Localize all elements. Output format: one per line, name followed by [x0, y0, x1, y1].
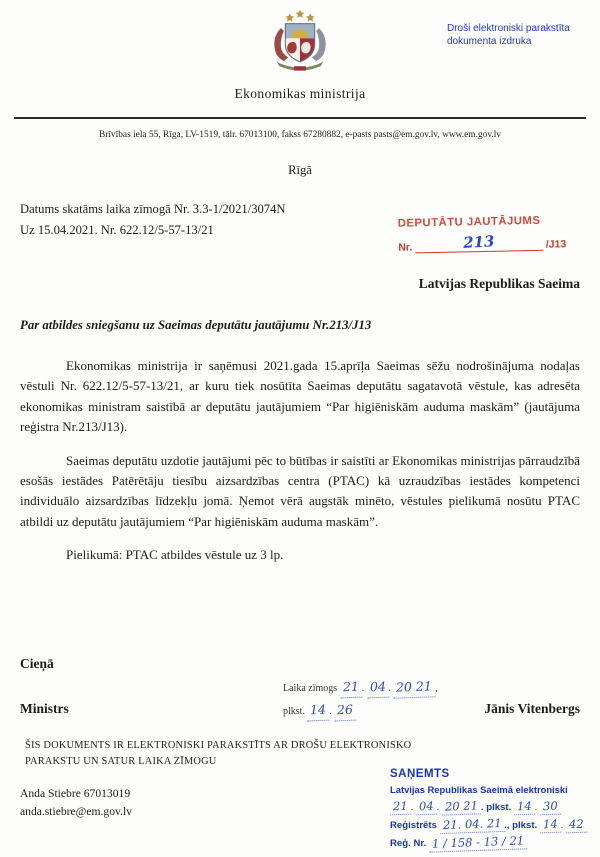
- time-stamp-label: Laika zīmogs: [283, 683, 338, 694]
- dot-separator: .: [329, 706, 332, 717]
- esignature-statement-line2: PARAKSTU UN SATUR LAIKA ZĪMOGU: [25, 756, 217, 767]
- dot-separator: .: [388, 683, 391, 694]
- handwritten-hour: 14: [307, 699, 330, 722]
- received-year: 20 21: [442, 797, 482, 815]
- received-stamp: [390, 766, 595, 852]
- body-paragraph-2: Saeimas deputātu uzdotie jautājumi pēc to būtības ir saistīti ar Ekonomikas ministrijas pārraudzībā esošās iestādes Patērētāju tiesību aizsardzības centra (PTAC) kā uzraudzības iestādes kompetenci individuālo aizsardzības līdzekļu jomā. Ņemot vērā augstāk minēto, vēstules pielikumā nosūtu PTAC atbildi uz deputātu jautājumiem “Par higiēniskām auduma maskām”.: [20, 452, 580, 529]
- header-divider: [14, 117, 586, 119]
- received-hour: 14: [514, 798, 535, 816]
- stamp-nr-suffix: /J13: [545, 238, 567, 251]
- esignature-statement: [25, 738, 411, 770]
- handwritten-question-number: 213: [462, 232, 496, 252]
- coat-of-arms-icon: [256, 6, 344, 83]
- deputy-question-stamp-title: DEPUTĀTU JAUTĀJUMS: [397, 214, 541, 230]
- contact-email: anda.stiebre@em.gov.lv: [20, 805, 132, 818]
- esignature-statement-line1: ŠIS DOKUMENTS IR ELEKTRONISKI PARAKSTĪTS AR DROŠU ELEKTRONISKO: [25, 740, 412, 751]
- registered-plkst-label: ., plkst.: [504, 820, 538, 831]
- ministry-contact-line: Brīvības iela 55, Rīga, LV-1519, tālr. 67013100, fakss 67280882, e-pasts pasts@em.gov.lv, www.em.gov.lv: [98, 130, 502, 140]
- closing-word: Cieņā: [20, 656, 54, 671]
- plkst-label: plkst.: [283, 706, 305, 717]
- dot-separator: .: [361, 683, 365, 694]
- ministry-name: Ekonomikas ministrija: [234, 86, 366, 101]
- dot-separator: .: [436, 802, 440, 813]
- registered-minute: 42: [566, 816, 587, 834]
- signer-title: Ministrs: [20, 701, 69, 716]
- contact-person-block: [20, 785, 132, 821]
- received-minute: 30: [540, 798, 561, 816]
- signer-name: Jānis Vitenbergs: [484, 701, 580, 716]
- city-line: Rīgā: [288, 163, 312, 177]
- received-stamp-title: SAŅEMTS: [390, 768, 450, 780]
- received-month: 04: [416, 798, 437, 816]
- subject-line: Par atbildes sniegšanu uz Saeimas deputātu jautājumu Nr.213/J13: [20, 318, 372, 332]
- comma-separator: ,: [435, 683, 438, 694]
- time-stamp-time-line: [283, 699, 438, 722]
- stamp-nr-blank: [415, 232, 543, 254]
- attachment-line: Pielikumā: PTAC atbildes vēstule uz 3 lp.: [66, 547, 284, 563]
- handwritten-month: 04: [366, 676, 389, 699]
- date-line: Datums skatāms laika zīmogā Nr. 3.3-1/2021/3074N: [20, 202, 286, 216]
- received-day: 21: [390, 798, 411, 816]
- registration-number-line: [390, 834, 595, 852]
- received-date-line: [390, 798, 595, 816]
- contact-name-phone: Anda Stiebre 67013019: [20, 787, 131, 800]
- electronic-print-note: [447, 22, 597, 48]
- dot-separator: .: [410, 802, 414, 813]
- reply-reference-line: Uz 15.04.2021. Nr. 622.12/5-57-13/21: [20, 223, 214, 237]
- registered-label: Reģistrēts: [390, 820, 437, 831]
- registered-hour: 14: [540, 816, 561, 834]
- registered-line: [390, 816, 595, 834]
- handwritten-day: 21: [339, 676, 362, 699]
- stamp-nr-label: Nr.: [398, 241, 413, 254]
- registration-number-value: 1 / 158 - 13 / 21: [429, 832, 528, 852]
- registered-date: 21. 04. 21: [439, 815, 504, 834]
- recipient: Latvijas Republikas Saeima: [418, 276, 580, 291]
- registration-number-label: Reģ. Nr.: [390, 838, 427, 849]
- deputy-question-stamp-number-row: [398, 234, 566, 254]
- received-plkst-label: . plkst.: [480, 802, 512, 813]
- deputy-question-stamp: [398, 214, 567, 254]
- dot-separator: .: [534, 802, 538, 813]
- dot-separator: .: [560, 820, 564, 831]
- electronic-print-note-line2: dokumenta izdruka: [447, 36, 532, 47]
- time-stamp-note: [283, 676, 438, 722]
- received-stamp-subtitle: Latvijas Republikas Saeimā elektroniski: [390, 784, 568, 795]
- time-stamp-date-line: [283, 676, 438, 699]
- body-paragraph-1: Ekonomikas ministrija ir saņēmusi 2021.gada 15.aprīļa Saeimas sēžu nodrošinājuma nodaļas vēstuli Nr. 622.12/5-57-13/21, ar kuru tiek nosūtīta Saeimas deputātu sagatavotā vēstule, kas adresēta ekonomikas ministram saistībā ar deputātu jautājumiem “Par higiēniskām auduma maskām” (jautājuma reģistra Nr.213/J13).: [20, 358, 580, 435]
- handwritten-minute: 26: [334, 699, 357, 722]
- electronic-print-note-line1: Droši elektroniski parakstīta: [447, 23, 570, 34]
- letter-body: [20, 356, 580, 579]
- reference-block: [20, 199, 285, 241]
- handwritten-year: 20 21: [393, 675, 436, 698]
